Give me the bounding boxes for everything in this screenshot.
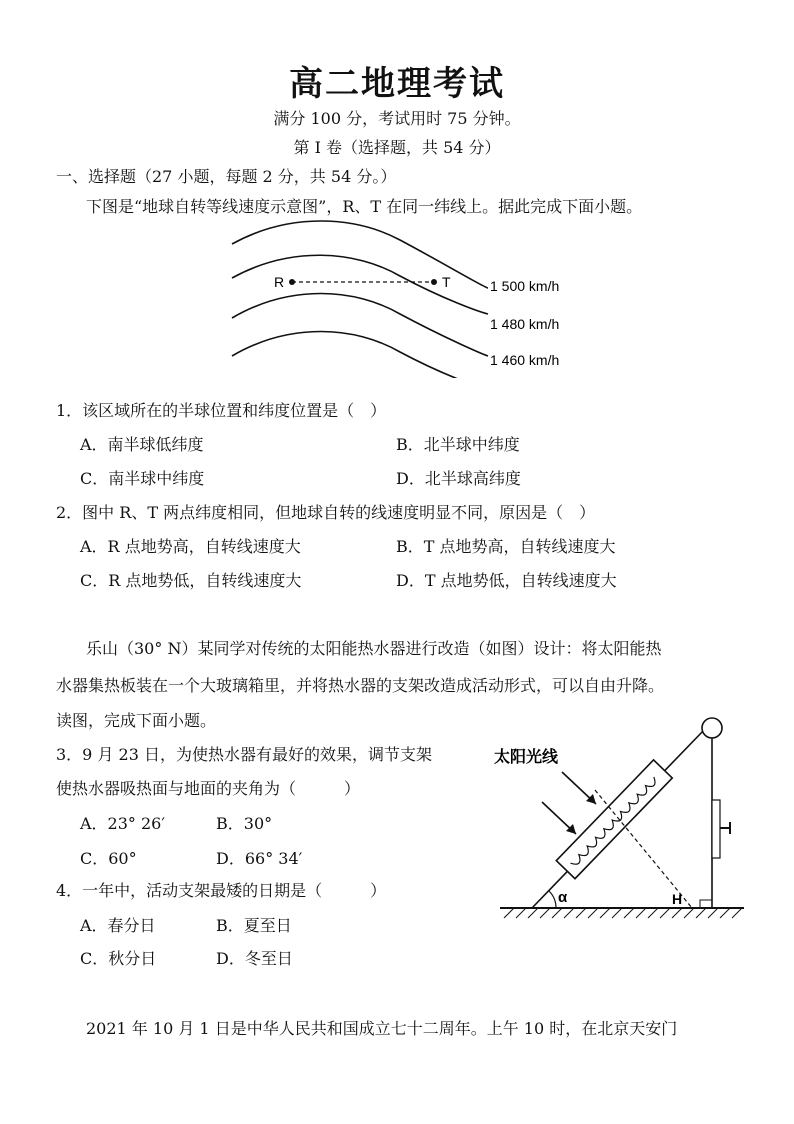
question-2-stem: 2．图中 R、T 两点纬度相同，但地球自转的线速度明显不同，原因是（ ） [56, 503, 596, 522]
point-r-dot [289, 279, 295, 285]
speed-label-1480: 1 480 km/h [490, 316, 560, 332]
glass-collector-box [556, 760, 672, 879]
q3-option-b[interactable]: B．30° [216, 814, 273, 833]
q2-option-a[interactable]: A．R 点地势高，自转线速度大 [80, 537, 301, 556]
alpha-label: α [558, 889, 568, 906]
alpha-arc [549, 891, 556, 908]
adjustable-bracket [712, 800, 720, 858]
question-3-stem-line1: 3．9 月 23 日，为使热水器有最好的效果，调节支架 [56, 745, 432, 764]
pulley-wheel [702, 718, 722, 738]
question-1-stem: 1．该区域所在的半球位置和纬度位置是（ ） [56, 401, 387, 420]
speed-label-1460: 1 460 km/h [490, 352, 560, 368]
question-4-stem: 4．一年中，活动支架最矮的日期是（ ） [56, 881, 387, 900]
volume-heading: 第 I 卷（选择题，共 54 分） [293, 138, 501, 157]
passage2-line3: 读图，完成下面小题。 [56, 711, 217, 730]
q1-option-a[interactable]: A．南半球低纬度 [80, 435, 204, 454]
section-heading: 一、选择题（27 小题，每题 2 分，共 54 分。） [56, 167, 397, 186]
exam-title: 高二地理考试 [289, 64, 505, 104]
q4-option-d[interactable]: D．冬至日 [216, 949, 293, 968]
q2-option-b[interactable]: B．T 点地势高，自转线速度大 [396, 537, 616, 556]
speed-label-1500: 1 500 km/h [490, 278, 560, 294]
h-label: H [672, 891, 683, 907]
q1-option-b[interactable]: B．北半球中纬度 [396, 435, 520, 454]
q4-option-b[interactable]: B．夏至日 [216, 916, 292, 935]
ground-hatching [504, 908, 742, 918]
q4-option-a[interactable]: A．春分日 [80, 916, 156, 935]
passage2-line1: 乐山（30° N）某同学对传统的太阳能热水器进行改造（如图）设计：将太阳能热 [86, 639, 662, 658]
point-t-dot [431, 279, 437, 285]
q2-option-c[interactable]: C．R 点地势低，自转线速度大 [80, 571, 302, 590]
q1-option-c[interactable]: C．南半球中纬度 [80, 469, 205, 488]
speed-line-1480 [232, 294, 488, 357]
q3-option-c[interactable]: C．60° [80, 849, 137, 868]
exam-info: 满分 100 分，考试用时 75 分钟。 [273, 109, 521, 128]
figure1-intro: 下图是“地球自转等线速度示意图”，R、T 在同一纬线上。据此完成下面小题。 [86, 197, 643, 216]
rotation-speed-diagram [220, 218, 600, 378]
passage3-line1: 2021 年 10 月 1 日是中华人民共和国成立七十二周年。上午 10 时，在北京天安门 [86, 1019, 678, 1038]
q3-option-d[interactable]: D．66° 34′ [216, 849, 303, 868]
point-r-label: R [274, 274, 285, 290]
q1-option-d[interactable]: D．北半球高纬度 [396, 469, 521, 488]
q3-option-a[interactable]: A．23° 26′ [80, 814, 165, 833]
sunlight-label: 太阳光线 [494, 749, 559, 766]
right-angle-mark [700, 900, 712, 908]
q2-option-d[interactable]: D．T 点地势低，自转线速度大 [396, 571, 617, 590]
point-t-label: T [442, 274, 451, 290]
passage2-line2: 水器集热板装在一个大玻璃箱里，并将热水器的支架改造成活动形式，可以自由升降。 [56, 676, 665, 695]
q4-option-c[interactable]: C．秋分日 [80, 949, 157, 968]
solar-heater-diagram [490, 710, 750, 920]
question-3-stem-line2: 使热水器吸热面与地面的夹角为（ ） [56, 779, 361, 798]
